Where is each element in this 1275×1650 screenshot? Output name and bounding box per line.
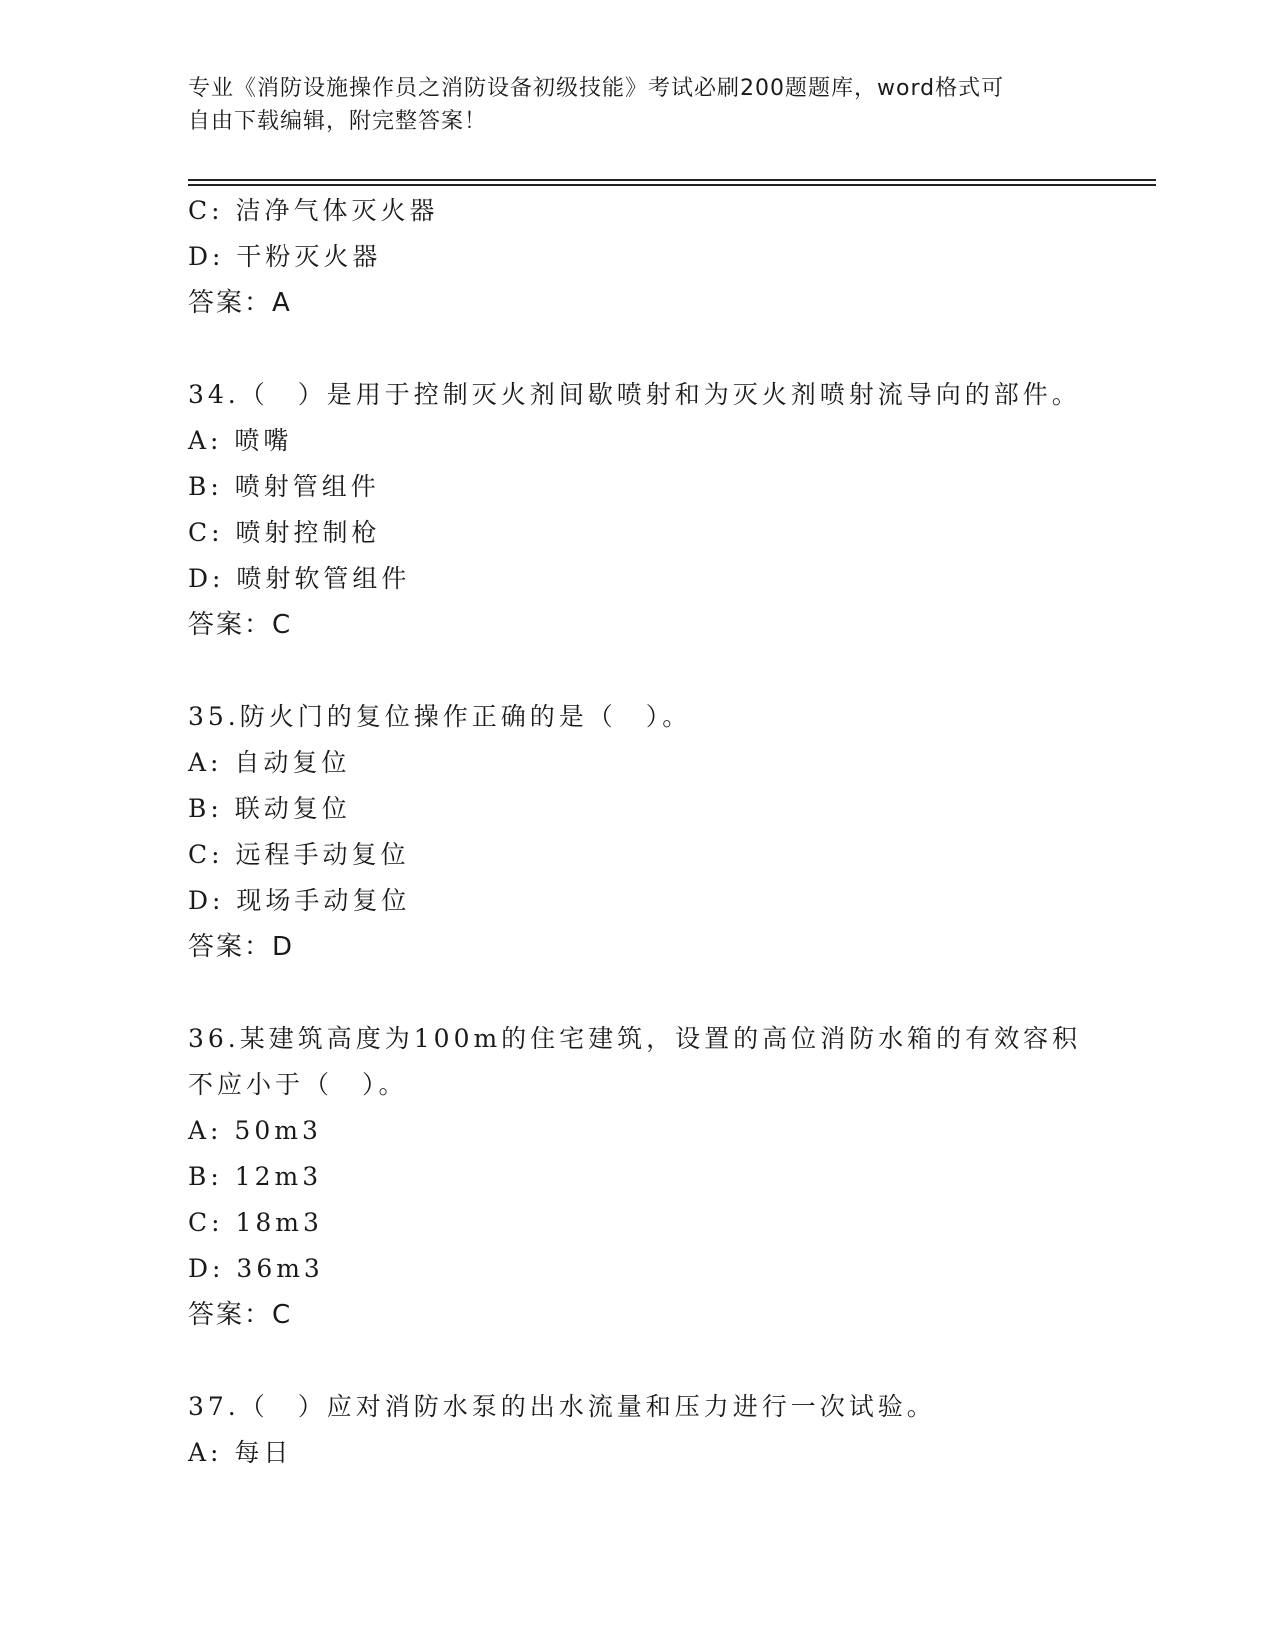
option-a: A: 喷嘴 (188, 426, 293, 455)
option-b: B: 喷射管组件 (188, 472, 380, 501)
option-d: D: 喷射软管组件 (188, 564, 411, 593)
option-b: B: 12m3 (188, 1162, 323, 1191)
question-text-line-2: 不应小于（ ）。 (188, 1070, 408, 1099)
question-35 (188, 694, 1088, 970)
option-c: C: 洁净气体灭火器 (188, 196, 439, 225)
option-c: C: 18m3 (188, 1208, 323, 1237)
option-a: A: 每日 (188, 1438, 293, 1467)
answer: 答案：C (188, 610, 293, 640)
question-36 (188, 1016, 1088, 1338)
answer: 答案：C (188, 1300, 293, 1330)
question-list (188, 188, 1088, 1476)
option-d: D: 干粉灭火器 (188, 242, 382, 271)
question-34 (188, 372, 1088, 648)
option-a: A: 50m3 (188, 1116, 322, 1145)
answer: 答案：A (188, 288, 292, 318)
answer: 答案：D (188, 932, 295, 962)
header-line-1: 专业《消防设施操作员之消防设备初级技能》考试必刷200题题库，word格式可 (188, 76, 1005, 101)
question-text: 34.（ ）是用于控制灭火剂间歇喷射和为灭火剂喷射流导向的部件。 (188, 380, 1081, 409)
option-c: C: 喷射控制枪 (188, 518, 381, 547)
question-text: 35.防火门的复位操作正确的是（ ）。 (188, 702, 692, 731)
question-prev (188, 188, 1088, 326)
document-header (188, 72, 1068, 138)
question-37 (188, 1384, 1088, 1476)
question-text: 37.（ ）应对消防水泵的出水流量和压力进行一次试验。 (188, 1392, 936, 1421)
option-d: D: 36m3 (188, 1254, 324, 1283)
header-rule-bottom (188, 184, 1156, 186)
header-rule-top (188, 179, 1156, 181)
option-c: C: 远程手动复位 (188, 840, 410, 869)
option-b: B: 联动复位 (188, 794, 351, 823)
question-text-line-1: 36.某建筑高度为100m的住宅建筑，设置的高位消防水箱的有效容积 (188, 1024, 1082, 1053)
option-a: A: 自动复位 (188, 748, 351, 777)
option-d: D: 现场手动复位 (188, 886, 411, 915)
header-line-2: 自由下载编辑，附完整答案！ (188, 109, 488, 134)
